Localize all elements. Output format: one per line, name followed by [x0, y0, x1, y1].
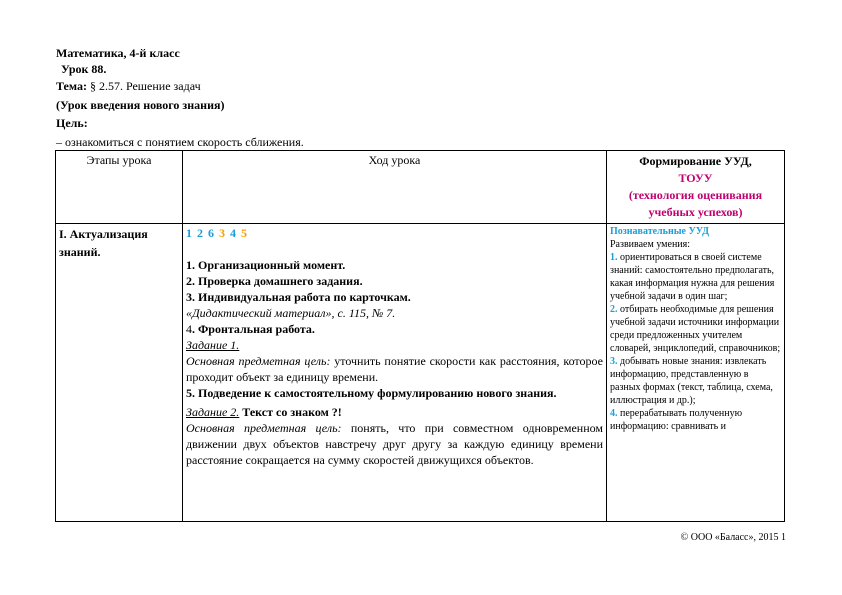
toou-desc-1: (технология оценивания [628, 188, 763, 202]
task-2-goal-label: Основная предметная цель: [186, 421, 342, 435]
uud-point-1 [610, 251, 781, 303]
task-2 [186, 404, 603, 420]
slide-6: 6 [208, 226, 215, 240]
copyright-footer: © ООО «Баласс», 2015 1 [680, 532, 786, 543]
process-cell [183, 224, 607, 522]
lesson-type: (Урок введения нового знания) [56, 98, 225, 112]
task-1-goal-text: уточнить понятие скорости как расстояния, которое проходит объект за единицу времени. [186, 354, 603, 384]
col-uud-header [607, 151, 785, 224]
topic-line [56, 78, 201, 94]
slide-2: 2 [197, 226, 204, 240]
uud-intro: Развиваем умения: [610, 239, 691, 250]
task-2-title: Задание 2. [186, 405, 240, 419]
uud-point-2-text: отбирать необходимые для решения учебной задачи источники информации среди предложенных учителем словарей, энциклопедий, справочников; [610, 304, 781, 354]
item-4-text: . Фронтальная работа. [192, 322, 315, 336]
uud-point-3-num: 3. [610, 356, 618, 367]
uud-point-4-text: перерабатывать полученную информацию: сравнивать и [610, 408, 743, 432]
uud-title: Познавательные УУД [610, 226, 710, 237]
toou-label: ТОУУ [678, 171, 713, 185]
task-2-text: Текст со знаком ?! [239, 405, 342, 419]
uud-point-2-num: 2. [610, 304, 618, 315]
table-row [56, 224, 785, 522]
item-4-num: 4 [186, 322, 192, 336]
toou-desc-2: учебных успехов) [648, 205, 743, 219]
lesson-number: Урок 88. [61, 62, 107, 76]
slide-3: 3 [219, 226, 226, 240]
goal-text: – ознакомиться с понятием скорость сближения. [56, 135, 304, 149]
slide-5: 5 [241, 226, 248, 240]
item-5: 5. Подведение к самостоятельному формулированию нового знания. [186, 386, 557, 400]
topic-text: § 2.57. Решение задач [89, 79, 201, 93]
uud-point-4 [610, 407, 781, 433]
task-1-goal-label: Основная предметная цель: [186, 354, 331, 368]
goal-label: Цель: [56, 116, 88, 130]
subject-line: Математика, 4-й класс [56, 46, 180, 60]
item-4 [186, 321, 603, 337]
item-1: 1. Организационный момент. [186, 258, 346, 272]
item-2: 2. Проверка домашнего задания. [186, 274, 363, 288]
uud-point-1-num: 1. [610, 252, 618, 263]
uud-point-3 [610, 355, 781, 407]
task-2-goal [186, 420, 603, 468]
task-2-goal-text: понять, что при совместном одновременном движении двух объектов навстречу друг другу за каждую единицу времени расстояние сокращается на сумму скоростей движущихся объектов. [186, 421, 603, 467]
item-3-ref: «Дидактический материал», с. 115, № 7. [186, 306, 396, 320]
lesson-table [55, 150, 785, 522]
col-process-header: Ход урока [183, 151, 607, 224]
item-3: 3. Индивидуальная работа по карточкам. [186, 290, 411, 304]
slide-numbers [186, 225, 603, 241]
slide-1: 1 [186, 226, 193, 240]
uud-point-1-text: ориентироваться в своей системе знаний: самостоятельно предполагать, какая информация нужна для решения учебной задачи в один шаг; [610, 252, 775, 302]
col-stages-header: Этапы урока [56, 151, 183, 224]
task-1-title: Задание 1. [186, 338, 240, 352]
uud-cell [607, 224, 785, 522]
slide-4: 4 [230, 226, 237, 240]
task-1-goal [186, 353, 603, 385]
uud-header-line1: Формирование УУД, [639, 154, 752, 168]
table-header-row [56, 151, 785, 224]
topic-label: Тема: [56, 79, 87, 93]
uud-point-2 [610, 303, 781, 355]
uud-point-4-num: 4. [610, 408, 618, 419]
uud-point-3-text: добывать новые знания: извлекать информацию, представленную в разных формах (текст, таблица, схема, иллюстрация и др.); [610, 356, 773, 406]
stage-cell: I. Актуализация знаний. [56, 224, 183, 522]
